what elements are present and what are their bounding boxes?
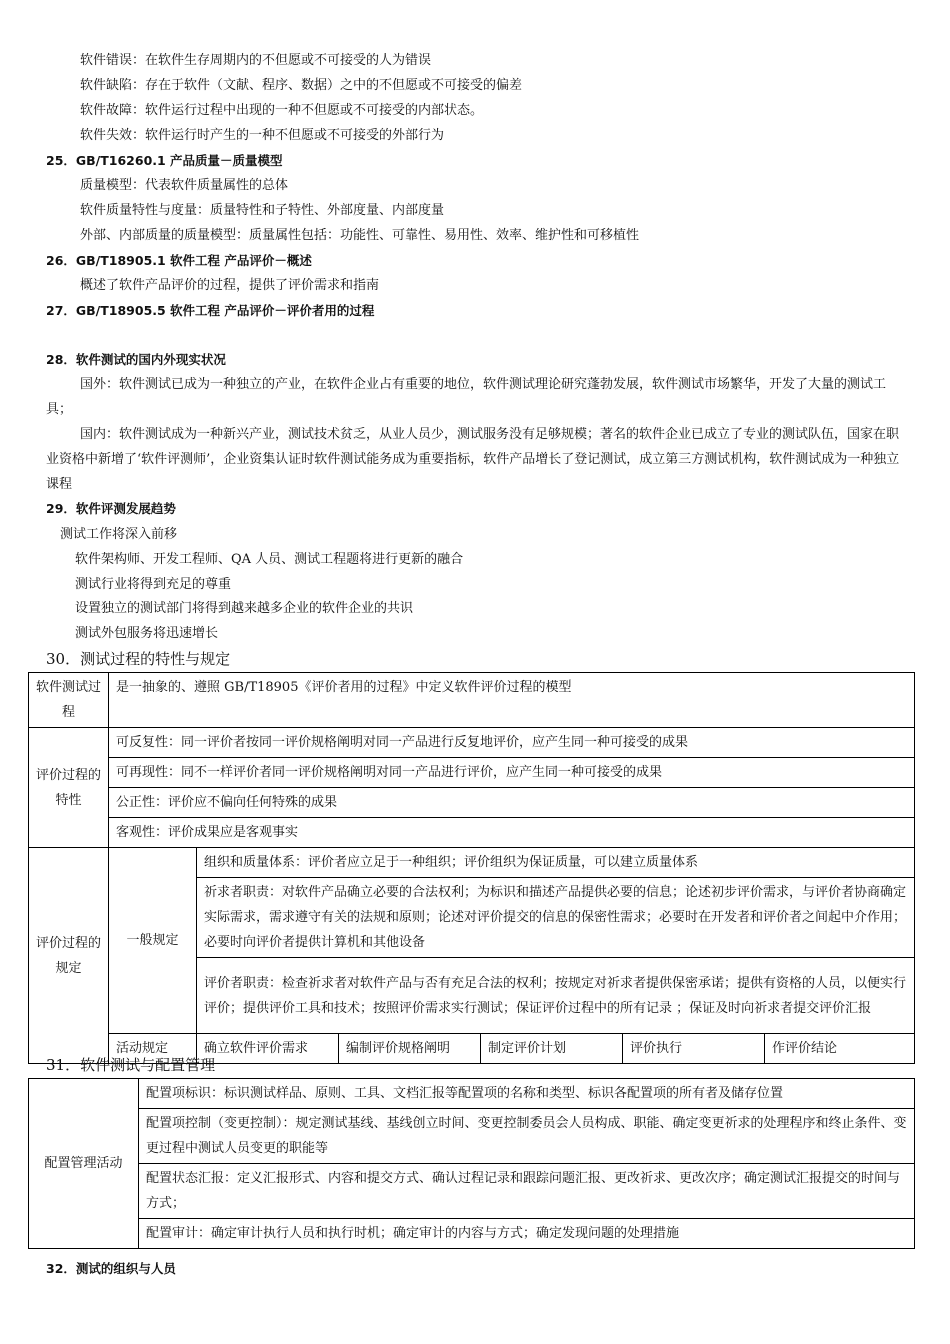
list-item: 概述了软件产品评价的过程，提供了评价需求和指南 (80, 278, 380, 293)
table-row-label: 配置管理活动 (29, 1079, 139, 1249)
section-heading-30: 30．测试过程的特性与规定 (46, 650, 231, 668)
definition-line: 软件故障：软件运行过程中出现的一种不但愿或不可接受的内部状态。 (80, 103, 484, 118)
table-cell: 配置项控制（变更控制）：规定测试基线、基线创立时间、变更控制委员会人员构成、职能、确定变更祈求的处理程序和终止条件、变更过程中测试人员变更的职能等 (139, 1109, 915, 1164)
paragraph-domestic: 国内：软件测试成为一种新兴产业，测试技术贫乏，从业人员少，测试服务没有足够规模；著名的软件企业已成立了专业的测试队伍，国家在职业资格中新增了‘软件评测师’，企业资集认证时软件测试能务成为重要指标，软件产品增长了登记测试，成立第三方测试机构，软件测试成为一种独立课程 (46, 427, 900, 492)
table-row-label: 活动规定 (109, 1034, 197, 1064)
definition-line: 软件缺陷：存在于软件（文献、程序、数据）之中的不但愿或不可接受的偏差 (80, 78, 523, 93)
table-cell: 确立软件评价需求 (197, 1034, 339, 1064)
table-cell: 配置项标识：标识测试样品、原则、工具、文档汇报等配置项的名称和类型、标识各配置项的所有者及储存位置 (139, 1079, 915, 1109)
list-item: 软件架构师、开发工程师、QA 人员、测试工程题将进行更新的融合 (75, 552, 464, 567)
list-item: 软件质量特性与度量：质量特性和子特性、外部度量、内部度量 (80, 203, 445, 218)
table-row-label: 评价过程的规定 (29, 848, 109, 1064)
paragraph-abroad: 国外：软件测试已成为一种独立的产业，在软件企业占有重要的地位，软件测试理论研究蓬勃发展，软件测试市场繁华，开发了大量的测试工具； (46, 377, 887, 417)
table-cell: 祈求者职责：对软件产品确立必要的合法权利；为标识和描述产品提供必要的信息；论述初步评价需求，与评价者协商确定实际需求，需求遵守有关的法规和原则；论述对评价提交的信息的保密性需求；必要时在开发者和评价者之间起中介作用；必要时向评价者提供计算机和其他设备 (197, 878, 915, 958)
table-cell: 可反复性：同一评价者按同一评价规格阐明对同一产品进行反复地评价，应产生同一种可接受的成果 (109, 728, 915, 758)
table-cell: 是一抽象的、遵照 GB/T18905《评价者用的过程》中定义软件评价过程的模型 (109, 673, 915, 728)
table-cell: 公正性：评价应不偏向任何特殊的成果 (109, 788, 915, 818)
section-heading-29: 29．软件评测发展趋势 (46, 501, 176, 516)
definition-line: 软件错误：在软件生存周期内的不但愿或不可接受的人为错误 (80, 53, 432, 68)
section-heading-32: 32．测试的组织与人员 (46, 1261, 176, 1276)
table-cell: 评价者职责：检查祈求者对软件产品与否有充足合法的权利；按规定对祈求者提供保密承诺；提供有资格的人员，以便实行评价；提供评价工具和技术；按照评价需求实行测试；保证评价过程中的所有记录 ；保证及时向祈求者提交评价汇报 (197, 958, 915, 1034)
list-item: 设置独立的测试部门将得到越来越多企业的软件企业的共识 (75, 601, 414, 616)
table-cell: 组织和质量体系：评价者应立足于一种组织；评价组织为保证质量，可以建立质量体系 (197, 848, 915, 878)
definition-line: 软件失效：软件运行时产生的一种不但愿或不可接受的外部行为 (80, 128, 445, 143)
table-cell: 评价执行 (623, 1034, 765, 1064)
table-cell: 制定评价计划 (481, 1034, 623, 1064)
section-heading-28: 28．软件测试的国内外现实状况 (46, 352, 226, 367)
list-item: 外部、内部质量的质量模型：质量属性包括：功能性、可靠性、易用性、效率、维护性和可移植性 (80, 228, 640, 243)
table-cell: 配置状态汇报：定义汇报形式、内容和提交方式、确认过程记录和跟踪问题汇报、更改祈求、更改次序；确定测试汇报提交的时间与方式； (139, 1164, 915, 1219)
table-row-label: 软件测试过程 (29, 673, 109, 728)
table-cell: 客观性：评价成果应是客观事实 (109, 818, 915, 848)
table-row-label: 一般规定 (109, 848, 197, 1034)
table-cell: 作评价结论 (765, 1034, 915, 1064)
config-management-table (28, 1078, 915, 1249)
table-cell: 编制评价规格阐明 (339, 1034, 481, 1064)
section-heading-31: 31．软件测试与配置管理 (46, 1056, 216, 1074)
section-heading-25: 25．GB/T16260.1 产品质量－质量模型 (46, 153, 283, 168)
evaluation-process-table (28, 672, 915, 1064)
list-item: 测试工作将深入前移 (60, 527, 178, 542)
list-item: 测试行业将得到充足的尊重 (75, 577, 232, 592)
table-row-label: 评价过程的特性 (29, 728, 109, 848)
section-heading-26: 26．GB/T18905.1 软件工程 产品评价－概述 (46, 253, 312, 268)
section-heading-27: 27．GB/T18905.5 软件工程 产品评价－评价者用的过程 (46, 303, 375, 318)
table-cell: 可再现性：同不一样评价者同一评价规格阐明对同一产品进行评价，应产生同一种可接受的成果 (109, 758, 915, 788)
table-cell: 配置审计：确定审计执行人员和执行时机；确定审计的内容与方式；确定发现问题的处理措施 (139, 1219, 915, 1249)
list-item: 质量模型：代表软件质量属性的总体 (80, 178, 289, 193)
list-item: 测试外包服务将迅速增长 (75, 626, 219, 641)
